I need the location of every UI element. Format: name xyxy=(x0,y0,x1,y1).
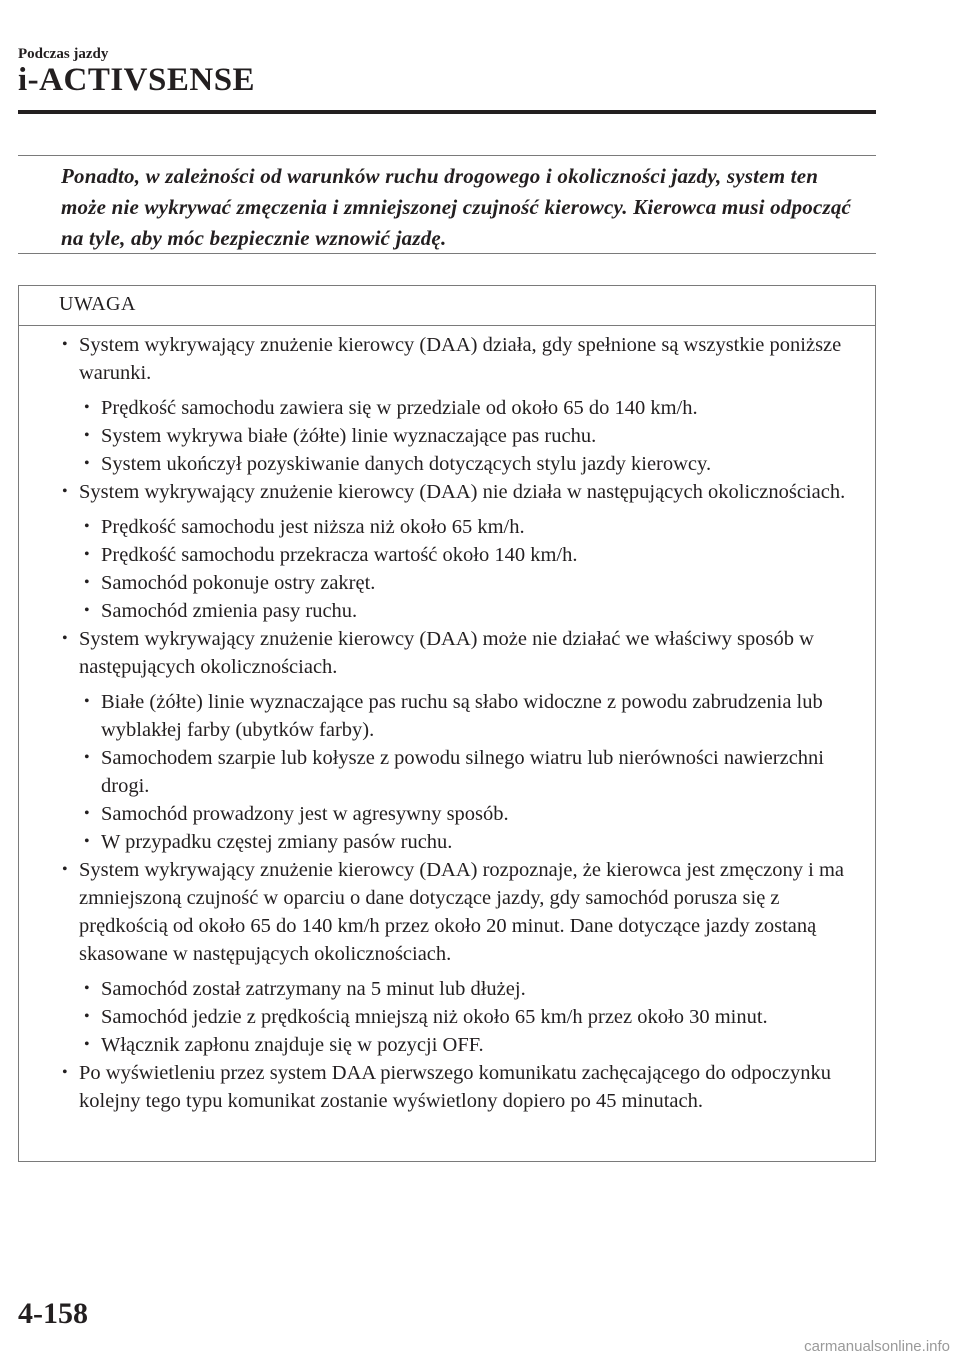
header-rule xyxy=(18,110,876,114)
note-subitem xyxy=(59,1031,865,1059)
page-number: 4-158 xyxy=(18,1297,88,1330)
note-subitem-text: Prędkość samochodu jest niższa niż około 65 km/h. xyxy=(101,516,525,538)
warning-text: Ponadto, w zależności od warunków ruchu drogowego i okoliczności jazdy, system ten może nie wykrywać zmęczenia i zmniejszonej czujność kierowcy. Kierowca musi odpocząć na tyle, aby móc bezpiecznie wznowić jazdę. xyxy=(61,164,852,250)
note-subitem xyxy=(59,569,865,597)
watermark: carmanualsonline.info xyxy=(804,1338,950,1355)
note-item xyxy=(59,625,865,681)
note-subitem-text: Prędkość samochodu zawiera się w przedziale od około 65 do 140 km/h. xyxy=(101,397,698,419)
note-item xyxy=(59,856,865,968)
note-subitem xyxy=(59,394,865,422)
note-subitem xyxy=(59,828,865,856)
bullet-icon: • xyxy=(84,1036,90,1053)
bullet-icon: • xyxy=(84,427,90,444)
note-subitems xyxy=(59,688,865,856)
note-subitem-text: W przypadku częstej zmiany pasów ruchu. xyxy=(101,831,453,853)
note-subitem xyxy=(59,597,865,625)
note-item-text: System wykrywający znużenie kierowcy (DAA) działa, gdy spełnione są wszystkie poniższe warunki. xyxy=(79,334,842,384)
bullet-icon: • xyxy=(84,980,90,997)
note-subitems xyxy=(59,394,865,478)
bullet-icon: • xyxy=(84,749,90,766)
note-subitem-text: Samochód został zatrzymany na 5 minut lub dłużej. xyxy=(101,978,526,1000)
note-box xyxy=(18,285,876,1162)
note-subitem xyxy=(59,422,865,450)
bullet-icon: • xyxy=(84,602,90,619)
bullet-icon: • xyxy=(84,455,90,472)
note-subitem-text: Samochód pokonuje ostry zakręt. xyxy=(101,572,376,594)
bullet-icon: • xyxy=(84,518,90,535)
note-subitem xyxy=(59,513,865,541)
note-item xyxy=(59,478,865,506)
note-item-text: Po wyświetleniu przez system DAA pierwszego komunikatu zachęcającego do odpoczynku kolejny tego typu komunikat zostanie wyświetlony dopiero po 45 minutach. xyxy=(79,1062,832,1112)
bullet-icon: • xyxy=(62,1064,68,1081)
bullet-icon: • xyxy=(62,336,68,353)
bullet-icon: • xyxy=(84,833,90,850)
note-subitem-text: Białe (żółte) linie wyznaczające pas ruchu są słabo widoczne z powodu zabrudzenia lub wyblakłej farby (ubytków farby). xyxy=(101,691,823,741)
note-subitem-text: System wykrywa białe (żółte) linie wyznaczające pas ruchu. xyxy=(101,425,597,447)
note-subitems xyxy=(59,975,865,1059)
note-item-text: System wykrywający znużenie kierowcy (DAA) może nie działać we właściwy sposób w następujących okolicznościach. xyxy=(79,628,814,678)
bullet-icon: • xyxy=(62,630,68,647)
bullet-icon: • xyxy=(62,861,68,878)
bullet-icon: • xyxy=(84,693,90,710)
note-item-text: System wykrywający znużenie kierowcy (DAA) rozpoznaje, że kierowca jest zmęczony i ma zmniejszoną czujność w oparciu o dane dotyczące jazdy, gdy samochód porusza się z prędkością od około 65 do 140 km/h przez około 20 minut. Dane dotyczące jazdy zostaną skasowane w następujących okolicznościach. xyxy=(79,859,845,965)
note-body xyxy=(19,326,875,1115)
warning-box xyxy=(18,155,876,254)
note-title: UWAGA xyxy=(19,286,875,326)
note-subitem xyxy=(59,688,865,744)
note-subitem xyxy=(59,1003,865,1031)
bullet-icon: • xyxy=(84,574,90,591)
bullet-icon: • xyxy=(84,805,90,822)
note-subitem xyxy=(59,975,865,1003)
note-subitem xyxy=(59,800,865,828)
bullet-icon: • xyxy=(84,399,90,416)
note-subitem-text: Włącznik zapłonu znajduje się w pozycji OFF. xyxy=(101,1034,484,1056)
note-item xyxy=(59,331,865,387)
note-subitem xyxy=(59,450,865,478)
note-subitem-text: Prędkość samochodu przekracza wartość około 140 km/h. xyxy=(101,544,578,566)
note-item-text: System wykrywający znużenie kierowcy (DAA) nie działa w następujących okolicznościach. xyxy=(79,481,846,503)
note-item xyxy=(59,1059,865,1115)
note-subitem-text: Samochód zmienia pasy ruchu. xyxy=(101,600,358,622)
page-title: i-ACTIVSENSE xyxy=(18,62,256,98)
bullet-icon: • xyxy=(84,546,90,563)
bullet-icon: • xyxy=(62,483,68,500)
note-subitem xyxy=(59,744,865,800)
bullet-icon: • xyxy=(84,1008,90,1025)
note-subitem-text: System ukończył pozyskiwanie danych dotyczących stylu jazdy kierowcy. xyxy=(101,453,712,475)
note-subitem-text: Samochodem szarpie lub kołysze z powodu silnego wiatru lub nierówności nawierzchni drogi. xyxy=(101,747,825,797)
note-subitem-text: Samochód jedzie z prędkością mniejszą niż około 65 km/h przez około 30 minut. xyxy=(101,1006,768,1028)
note-subitems xyxy=(59,513,865,625)
section-label: Podczas jazdy xyxy=(18,46,109,62)
note-subitem-text: Samochód prowadzony jest w agresywny sposób. xyxy=(101,803,509,825)
note-subitem xyxy=(59,541,865,569)
